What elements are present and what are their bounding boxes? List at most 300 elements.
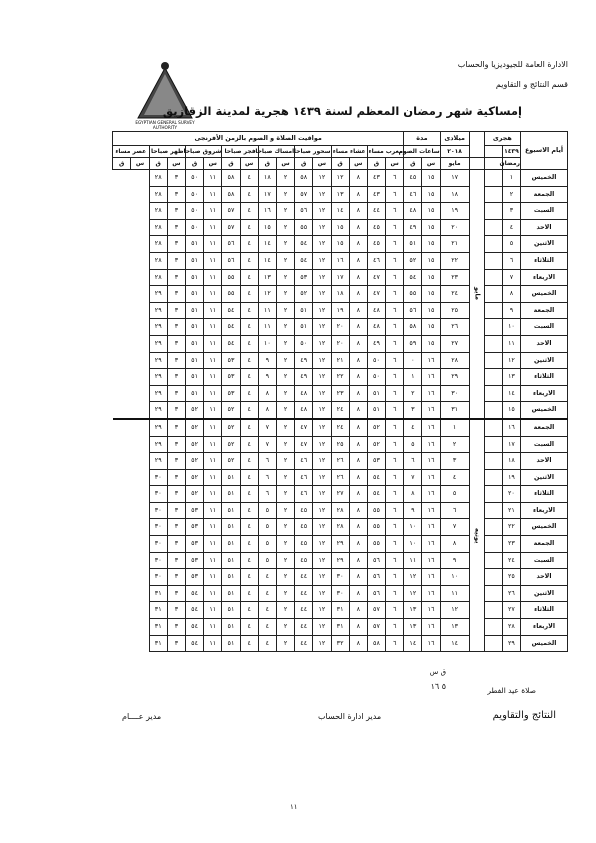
spacer — [484, 186, 502, 203]
survey-authority-logo — [130, 60, 200, 130]
spacer — [484, 502, 502, 519]
time-minutes: ٤ — [258, 602, 276, 619]
time-hours: ٣ — [167, 385, 185, 402]
day-name: الخميس — [521, 170, 568, 187]
hijri-day: ١٤ — [502, 385, 520, 402]
hijri-day: ١٠ — [502, 319, 520, 336]
time-hours: ٤ — [240, 335, 258, 352]
fast-minutes: ٥٩ — [404, 335, 422, 352]
day-name: الاحد — [521, 453, 568, 470]
greg-day: ١٩ — [440, 203, 469, 220]
time-minutes: ٢٨ — [149, 203, 167, 220]
spacer — [484, 170, 502, 187]
greg-day: ٢١ — [440, 236, 469, 253]
table-row — [113, 635, 568, 652]
table-row — [113, 569, 568, 586]
time-minutes: ٢٩ — [149, 335, 167, 352]
time-minutes: ٤٥ — [295, 502, 313, 519]
time-hours: ٣ — [167, 402, 185, 419]
time-hours: ١٢ — [313, 519, 331, 536]
time-minutes: ٢٩ — [149, 419, 167, 436]
time-minutes: ٥٠ — [295, 335, 313, 352]
time-hours: ٣ — [167, 619, 185, 636]
time-hours: ٨ — [349, 352, 367, 369]
time-hours: ٢ — [276, 170, 294, 187]
time-minutes: ١٨ — [258, 170, 276, 187]
spacer — [484, 269, 502, 286]
time-hours: ٦ — [386, 585, 404, 602]
hijri-day: ٥ — [502, 236, 520, 253]
greg-day: ٢٥ — [440, 302, 469, 319]
time-hours: ٢ — [276, 536, 294, 553]
spacer — [484, 252, 502, 269]
time-minutes: ٥٢ — [222, 453, 240, 470]
time-hours: ٣ — [167, 369, 185, 386]
time-hours: ٨ — [349, 486, 367, 503]
time-hours: ٨ — [349, 219, 367, 236]
time-hours: ٢ — [276, 419, 294, 436]
time-hours: ١٢ — [313, 602, 331, 619]
time-hours: ٦ — [386, 319, 404, 336]
time-minutes: ١٦ — [331, 252, 349, 269]
time-minutes: ٢٩ — [149, 352, 167, 369]
spacer — [484, 352, 502, 369]
fast-hours: ١٦ — [422, 436, 440, 453]
time-hours: ١٢ — [313, 585, 331, 602]
time-hours: ١٢ — [313, 319, 331, 336]
time-hours: ١٢ — [313, 552, 331, 569]
time-minutes: ٥١ — [222, 486, 240, 503]
fast-hours: ١٦ — [422, 502, 440, 519]
time-minutes: ٤٣ — [367, 170, 385, 187]
time-minutes: ١٧ — [331, 269, 349, 286]
time-hours: ٢ — [276, 319, 294, 336]
fast-minutes: ٩ — [404, 502, 422, 519]
time-minutes: ٥٢ — [222, 436, 240, 453]
time-hours: ٦ — [386, 402, 404, 419]
col-maghrib: مغرب مساء — [367, 146, 403, 158]
time-hours: ٣ — [167, 585, 185, 602]
time-minutes: ٥٣ — [186, 569, 204, 586]
day-name: السبت — [521, 203, 568, 220]
time-minutes: ٣٠ — [331, 569, 349, 586]
time-minutes: ٤٤ — [295, 602, 313, 619]
day-name: الاحد — [521, 569, 568, 586]
time-hours: ١١ — [204, 519, 222, 536]
greg-day: ٢٧ — [440, 335, 469, 352]
time-minutes: ٥١ — [186, 369, 204, 386]
unit-hours: س — [240, 158, 258, 170]
time-minutes: ٥٧ — [222, 219, 240, 236]
time-minutes: ٤٨ — [367, 319, 385, 336]
time-minutes: ٤٤ — [295, 569, 313, 586]
fast-hours: ١٥ — [422, 286, 440, 303]
time-minutes: ٢٩ — [149, 286, 167, 303]
time-minutes: ٥٤ — [186, 635, 204, 652]
time-hours: ٤ — [240, 302, 258, 319]
time-minutes: ٥٦ — [367, 552, 385, 569]
eid-time: ٥ ١٦ — [430, 682, 446, 691]
time-hours: ٢ — [276, 619, 294, 636]
time-hours: ٣ — [167, 252, 185, 269]
time-hours: ١١ — [204, 319, 222, 336]
time-minutes: ١٢ — [331, 170, 349, 187]
time-minutes: ٥٤ — [186, 619, 204, 636]
time-minutes: ٣١ — [331, 619, 349, 636]
time-minutes: ٥ — [258, 552, 276, 569]
time-minutes: ٣٠ — [149, 486, 167, 503]
fast-minutes: ٠ — [404, 352, 422, 369]
time-minutes: ٤٩ — [295, 352, 313, 369]
time-hours: ٢ — [276, 519, 294, 536]
spacer — [484, 486, 502, 503]
table-row — [113, 602, 568, 619]
unit-minutes: ق — [404, 158, 422, 170]
time-minutes: ٥٤ — [186, 585, 204, 602]
table-row — [113, 203, 568, 220]
time-minutes: ٥١ — [222, 552, 240, 569]
fast-hours: ١٥ — [422, 203, 440, 220]
time-minutes: ٥ — [258, 502, 276, 519]
spacer — [484, 453, 502, 470]
spacer — [484, 552, 502, 569]
table-row — [113, 369, 568, 386]
fast-minutes: ١ — [404, 369, 422, 386]
time-hours: ٢ — [276, 252, 294, 269]
svg-text:EGYPTIAN GENERAL SURVEY: EGYPTIAN GENERAL SURVEY — [135, 120, 195, 125]
time-minutes: ٢٩ — [149, 385, 167, 402]
time-minutes: ٨ — [258, 385, 276, 402]
time-hours: ١١ — [204, 585, 222, 602]
time-minutes: ٢٩ — [331, 552, 349, 569]
fast-hours: ١٦ — [422, 552, 440, 569]
time-minutes: ٣١ — [149, 619, 167, 636]
day-name: الاثنين — [521, 585, 568, 602]
time-minutes: ٥١ — [222, 619, 240, 636]
time-minutes: ٩ — [258, 369, 276, 386]
time-hours: ٨ — [349, 385, 367, 402]
time-hours: ٨ — [349, 170, 367, 187]
day-name: الجمعة — [521, 536, 568, 553]
time-hours: ٨ — [349, 635, 367, 652]
fast-hours: ١٥ — [422, 252, 440, 269]
fast-minutes: ١٣ — [404, 619, 422, 636]
day-name: الخميس — [521, 635, 568, 652]
time-hours: ٦ — [386, 352, 404, 369]
time-hours: ١٢ — [313, 569, 331, 586]
time-hours: ٦ — [386, 602, 404, 619]
fast-minutes: ٤٦ — [404, 186, 422, 203]
time-hours: ١١ — [204, 385, 222, 402]
day-name: الاحد — [521, 219, 568, 236]
fast-hours: ١٥ — [422, 302, 440, 319]
time-hours: ٢ — [276, 286, 294, 303]
time-minutes: ٤٥ — [295, 536, 313, 553]
time-hours: ٣ — [167, 519, 185, 536]
fast-minutes: ٤٥ — [404, 170, 422, 187]
time-hours: ٦ — [386, 302, 404, 319]
time-hours: ١٢ — [313, 486, 331, 503]
time-hours: ٤ — [240, 486, 258, 503]
time-hours: ٣ — [167, 352, 185, 369]
time-minutes: ٥٢ — [186, 486, 204, 503]
time-minutes: ٤ — [258, 569, 276, 586]
table-row — [113, 619, 568, 636]
time-hours: ٤ — [240, 569, 258, 586]
spacer — [484, 536, 502, 553]
time-hours: ٣ — [167, 170, 185, 187]
greg-day: ٢٤ — [440, 286, 469, 303]
day-name: الاثنين — [521, 236, 568, 253]
table-row — [113, 269, 568, 286]
hijri-day: ٢٣ — [502, 536, 520, 553]
hijri-day: ١٣ — [502, 369, 520, 386]
time-minutes: ٥٣ — [186, 502, 204, 519]
time-minutes: ٥٨ — [222, 170, 240, 187]
hijri-day: ٢ — [502, 186, 520, 203]
fast-hours: ١٦ — [422, 585, 440, 602]
fast-minutes: ٥٢ — [404, 252, 422, 269]
time-minutes: ٥١ — [222, 585, 240, 602]
time-hours: ٨ — [349, 569, 367, 586]
time-minutes: ٢٩ — [149, 453, 167, 470]
time-hours: ٦ — [386, 286, 404, 303]
fast-hours: ١٦ — [422, 536, 440, 553]
time-hours: ٤ — [240, 219, 258, 236]
hijri-day: ١٩ — [502, 469, 520, 486]
time-minutes: ٤٤ — [295, 585, 313, 602]
time-minutes: ٥٠ — [367, 352, 385, 369]
time-hours: ٤ — [240, 252, 258, 269]
fast-hours: ١٥ — [422, 335, 440, 352]
time-minutes: ٢٩ — [149, 436, 167, 453]
time-minutes: ٥٤ — [222, 335, 240, 352]
greg-day: ٨ — [440, 536, 469, 553]
time-hours: ٣ — [167, 236, 185, 253]
time-hours: ٨ — [349, 469, 367, 486]
spacer — [484, 335, 502, 352]
fast-minutes: ١٠ — [404, 536, 422, 553]
time-hours: ١١ — [204, 203, 222, 220]
time-hours: ١١ — [204, 252, 222, 269]
day-name: الخميس — [521, 286, 568, 303]
time-minutes: ٢٩ — [149, 319, 167, 336]
fast-minutes: ٥ — [404, 436, 422, 453]
time-hours: ٢ — [276, 469, 294, 486]
time-hours: ٦ — [386, 552, 404, 569]
spacer — [484, 385, 502, 402]
time-minutes: ٥١ — [222, 602, 240, 619]
fast-minutes: ٥٤ — [404, 269, 422, 286]
day-name: الاربعاء — [521, 269, 568, 286]
time-minutes: ٥١ — [186, 302, 204, 319]
day-name: السبت — [521, 319, 568, 336]
time-minutes: ٥٢ — [367, 419, 385, 436]
time-minutes: ٢٨ — [331, 502, 349, 519]
time-hours: ١٢ — [313, 402, 331, 419]
time-minutes: ٣٠ — [149, 469, 167, 486]
time-hours: ٤ — [240, 602, 258, 619]
time-minutes: ٢٤ — [331, 419, 349, 436]
time-minutes: ٤٥ — [367, 236, 385, 253]
eid-units: ق س — [429, 668, 446, 676]
time-minutes: ٥١ — [367, 385, 385, 402]
time-hours: ٣ — [167, 486, 185, 503]
time-hours: ٣ — [167, 186, 185, 203]
hijri-day: ١٢ — [502, 352, 520, 369]
time-hours: ٨ — [349, 536, 367, 553]
hijri-day: ٢٠ — [502, 486, 520, 503]
fast-minutes: ٥٦ — [404, 302, 422, 319]
day-name: الاربعاء — [521, 502, 568, 519]
time-minutes: ٥٦ — [295, 203, 313, 220]
time-hours: ٦ — [386, 385, 404, 402]
hijri-day: ٣ — [502, 203, 520, 220]
time-minutes: ٢٠ — [331, 319, 349, 336]
greg-day: ٣ — [440, 453, 469, 470]
fast-minutes: ٥٥ — [404, 286, 422, 303]
time-hours: ٨ — [349, 552, 367, 569]
time-minutes: ١٥ — [331, 219, 349, 236]
time-hours: ٦ — [386, 419, 404, 436]
time-minutes: ٦ — [258, 453, 276, 470]
time-minutes: ٥٤ — [186, 602, 204, 619]
time-hours: ٣ — [167, 219, 185, 236]
time-minutes: ٣١ — [331, 602, 349, 619]
day-name: الجمعة — [521, 302, 568, 319]
time-minutes: ١٩ — [331, 302, 349, 319]
time-hours: ٨ — [349, 269, 367, 286]
spacer — [484, 419, 502, 436]
time-minutes: ٤٧ — [295, 419, 313, 436]
day-name: الاثنين — [521, 352, 568, 369]
fast-minutes: ١١ — [404, 552, 422, 569]
month-label-june: يونيه — [469, 419, 484, 652]
time-minutes: ٤٣ — [367, 186, 385, 203]
fast-hours: ١٦ — [422, 369, 440, 386]
time-minutes: ٥١ — [222, 502, 240, 519]
time-hours: ٤ — [240, 536, 258, 553]
time-hours: ٣ — [167, 453, 185, 470]
unit-minutes: ق — [222, 158, 240, 170]
unit-hours: س — [204, 158, 222, 170]
unit-hours: س — [276, 158, 294, 170]
time-hours: ٦ — [386, 569, 404, 586]
greg-day: ٢٨ — [440, 352, 469, 369]
time-hours: ٣ — [167, 436, 185, 453]
time-minutes: ٢٨ — [149, 236, 167, 253]
greg-day: ٢٦ — [440, 319, 469, 336]
time-hours: ٢ — [276, 486, 294, 503]
table-row — [113, 419, 568, 436]
time-hours: ٢ — [276, 385, 294, 402]
spacer — [484, 436, 502, 453]
fast-hours: ١٥ — [422, 236, 440, 253]
time-hours: ٨ — [349, 236, 367, 253]
fast-hours: ١٦ — [422, 419, 440, 436]
time-minutes: ٥٣ — [186, 552, 204, 569]
time-hours: ٣ — [167, 302, 185, 319]
time-hours: ١٢ — [313, 385, 331, 402]
time-minutes: ٥٤ — [222, 319, 240, 336]
time-hours: ٤ — [240, 635, 258, 652]
time-hours: ١١ — [204, 569, 222, 586]
page-number: ١١ — [290, 803, 298, 811]
time-minutes: ٥٢ — [186, 469, 204, 486]
time-hours: ٨ — [349, 419, 367, 436]
time-minutes: ٤٥ — [295, 519, 313, 536]
day-name: الخميس — [521, 402, 568, 419]
time-hours: ٢ — [276, 453, 294, 470]
fast-minutes: ١٠ — [404, 519, 422, 536]
time-minutes: ٥٤ — [295, 236, 313, 253]
table-row — [113, 453, 568, 470]
time-minutes: ٥١ — [222, 635, 240, 652]
time-hours: ٤ — [240, 402, 258, 419]
time-minutes: ٥٦ — [222, 236, 240, 253]
fast-minutes: ١٢ — [404, 569, 422, 586]
time-hours: ١١ — [204, 402, 222, 419]
table-row — [113, 170, 568, 187]
time-hours: ٢ — [276, 502, 294, 519]
greg-day: ٢ — [440, 436, 469, 453]
unit-hours: س — [422, 158, 440, 170]
time-hours: ٤ — [240, 236, 258, 253]
time-minutes: ٤ — [258, 585, 276, 602]
time-minutes: ٤٨ — [295, 385, 313, 402]
greg-day: ٢٢ — [440, 252, 469, 269]
time-minutes: ٤٤ — [295, 619, 313, 636]
time-hours: ١١ — [204, 536, 222, 553]
fast-hours: ١٥ — [422, 269, 440, 286]
time-minutes: ١٧ — [258, 186, 276, 203]
fast-minutes: ٢ — [404, 385, 422, 402]
time-minutes: ٢٩ — [149, 402, 167, 419]
spacer — [484, 402, 502, 419]
time-minutes: ٥٧ — [367, 619, 385, 636]
table-row — [113, 352, 568, 369]
unit-minutes: ق — [295, 158, 313, 170]
time-hours: ٤ — [240, 203, 258, 220]
time-minutes: ٢٦ — [331, 469, 349, 486]
svg-text:AUTHORITY: AUTHORITY — [152, 125, 178, 130]
day-name: الاربعاء — [521, 619, 568, 636]
time-minutes: ٤٤ — [367, 203, 385, 220]
greg-day: ٩ — [440, 552, 469, 569]
spacer — [484, 519, 502, 536]
time-hours: ١٢ — [313, 453, 331, 470]
time-minutes: ٥٣ — [186, 536, 204, 553]
time-hours: ٤ — [240, 519, 258, 536]
spacer — [484, 319, 502, 336]
time-minutes: ٥٥ — [222, 269, 240, 286]
time-hours: ٣ — [167, 286, 185, 303]
hijri-day: ٢٨ — [502, 619, 520, 636]
time-minutes: ٥٢ — [186, 402, 204, 419]
unit-minutes: ق — [367, 158, 385, 170]
time-hours: ٦ — [386, 219, 404, 236]
time-minutes: ٣١ — [149, 585, 167, 602]
time-minutes: ٤٧ — [295, 436, 313, 453]
time-hours: ٢ — [276, 203, 294, 220]
time-minutes: ٥٧ — [295, 186, 313, 203]
spacer — [484, 585, 502, 602]
time-minutes: ٣٠ — [331, 585, 349, 602]
time-minutes: ٢٠ — [331, 335, 349, 352]
fast-hours: ١٦ — [422, 402, 440, 419]
time-minutes: ٩ — [258, 352, 276, 369]
table-row — [113, 302, 568, 319]
